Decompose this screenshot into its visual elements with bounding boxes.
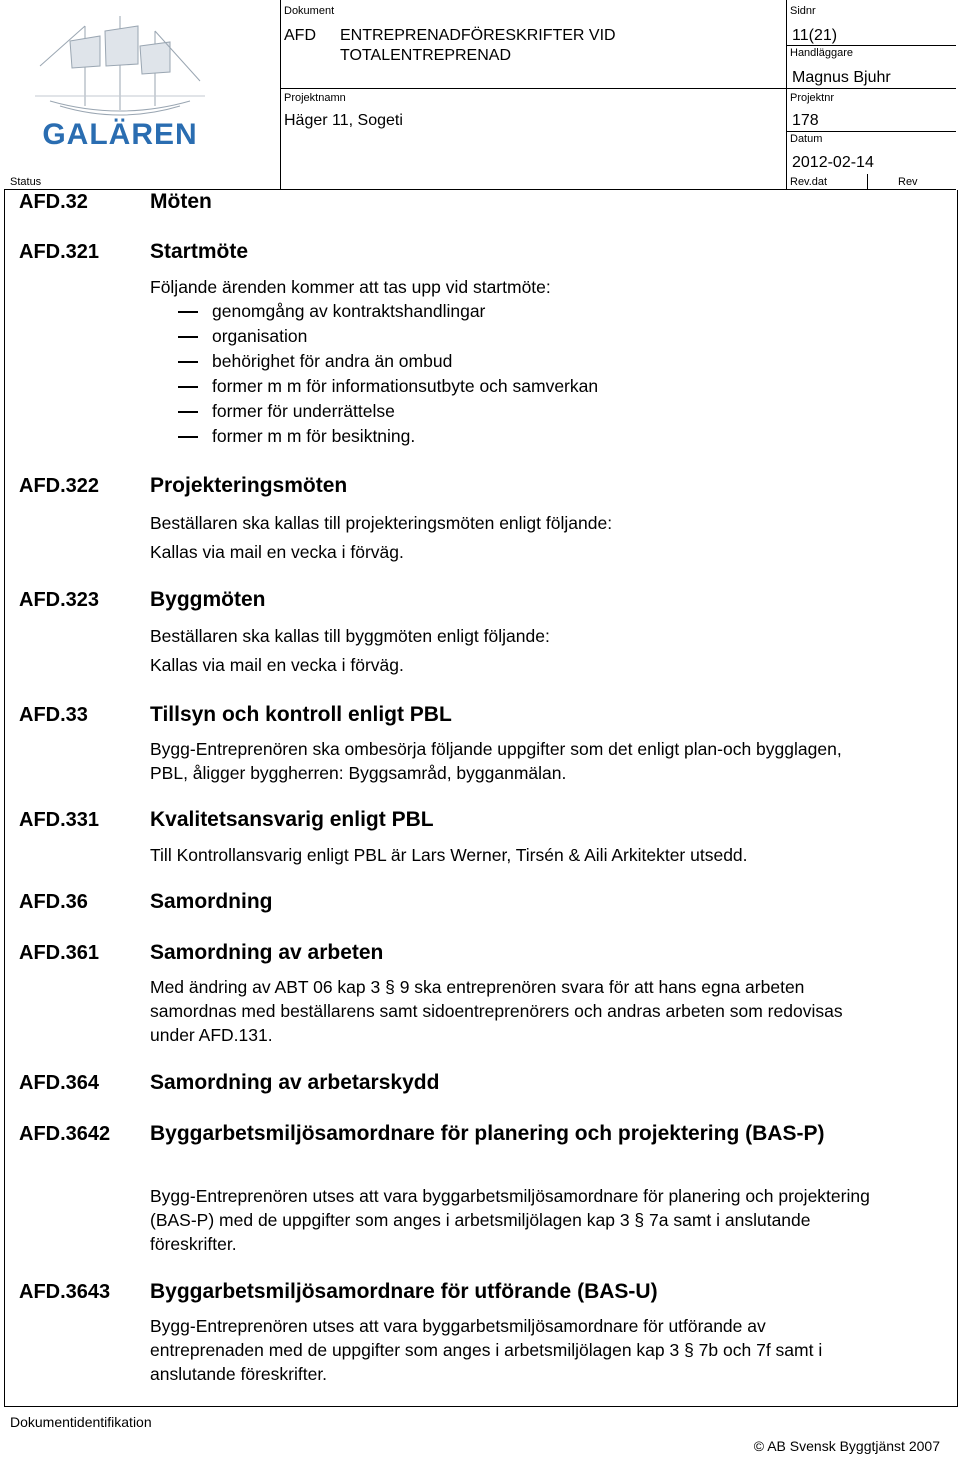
document-label: Dokument — [284, 5, 335, 17]
section-title: Samordning av arbeten — [150, 941, 384, 964]
section-text: Till Kontrollansvarig enligt PBL är Lars Werner, Tirsén & Aili Arkitekter utsedd. — [150, 845, 748, 865]
project-number-label: Projektnr — [790, 92, 835, 104]
document-prefix: AFD — [284, 27, 316, 44]
section-text: Bygg-Entreprenören utses att vara byggarbetsmiljösamordnare för utförande av entreprenaden med de uppgifter som anges i arbetsmiljölagen kap 3 § 7b och 7f samt i anslutande föreskrifter. — [150, 1316, 823, 1384]
page-value: 11(21) — [792, 27, 838, 44]
list-item: behörighet för andra än ombud — [178, 349, 598, 374]
section-code: AFD.321 — [19, 241, 100, 263]
document-header — [0, 0, 960, 190]
section-title: Projekteringsmöten — [150, 474, 348, 497]
section-code: AFD.331 — [19, 809, 100, 831]
section-intro: Följande ärenden kommer att tas upp vid startmöte: — [150, 277, 551, 297]
section-code: AFD.32 — [19, 191, 88, 213]
section-text: Kallas via mail en vecka i förväg. — [150, 655, 404, 675]
revision-label: Rev — [898, 176, 918, 188]
agenda-list — [178, 299, 598, 449]
date-label: Datum — [790, 133, 823, 145]
list-item: former m m för informationsutbyte och samverkan — [178, 374, 598, 399]
section-code: AFD.322 — [19, 475, 100, 497]
section-code: AFD.364 — [19, 1072, 100, 1094]
revision-date-label: Rev.dat — [790, 176, 828, 188]
section-text: Med ändring av ABT 06 kap 3 § 9 ska entreprenören svara för att hans egna arbeten samordnas med beställarens samt sidoentreprenörers och andras arbeten som redovisas under AFD.131. — [150, 977, 843, 1045]
section-code: AFD.33 — [19, 704, 88, 726]
section-text: Kallas via mail en vecka i förväg. — [150, 542, 404, 562]
section-text: Bygg-Entreprenören utses att vara byggarbetsmiljösamordnare för planering och projektering (BAS-P) med de uppgifter som anges i arbetsmiljölagen kap 3 § 7a samt i anslutande föreskrifter. — [150, 1186, 870, 1254]
section-text: Beställaren ska kallas till byggmöten enligt följande: — [150, 626, 550, 646]
section-text: Beställaren ska kallas till projekteringsmöten enligt följande: — [150, 513, 613, 533]
section-title: Samordning — [150, 890, 273, 913]
section-text: Bygg-Entreprenören ska ombesörja följande uppgifter som det enligt plan-och bygglagen, PBL, åligger byggherren: Byggsamråd, bygganmälan. — [150, 739, 842, 783]
status-label: Status — [10, 176, 42, 188]
section-code: AFD.36 — [19, 891, 88, 913]
list-item: former för underrättelse — [178, 399, 598, 424]
section-title: Byggmöten — [150, 588, 266, 611]
section-code: AFD.361 — [19, 942, 100, 964]
section-title: Möten — [150, 190, 212, 213]
section-title: Startmöte — [150, 240, 249, 263]
handler-label: Handläggare — [790, 47, 853, 59]
list-item: former m m för besiktning. — [178, 424, 598, 449]
project-number-value: 178 — [792, 112, 819, 129]
section-title: Tillsyn och kontroll enligt PBL — [150, 703, 452, 726]
document-title-line2: TOTALENTREPRENAD — [340, 47, 511, 64]
copyright-text: © AB Svensk Byggtjänst 2007 — [753, 1438, 940, 1454]
section-title: Kvalitetsansvarig enligt PBL — [150, 808, 434, 831]
section-title: Samordning av arbetarskydd — [150, 1071, 440, 1094]
page-label: Sidnr — [790, 5, 816, 17]
document-title-line1: ENTREPRENADFÖRESKRIFTER VID — [340, 27, 616, 44]
logo-wordmark: GALÄREN — [42, 118, 198, 151]
list-item: organisation — [178, 324, 598, 349]
section-code: AFD.3642 — [19, 1123, 111, 1145]
document-identification-label: Dokumentidentifikation — [10, 1414, 152, 1430]
galaren-ship-logo — [30, 6, 210, 156]
section-title: Byggarbetsmiljösamordnare för planering och projektering (BAS-P) — [150, 1122, 825, 1145]
section-title: Byggarbetsmiljösamordnare för utförande (BAS-U) — [150, 1280, 658, 1303]
project-name-label: Projektnamn — [284, 92, 346, 104]
project-name-value: Häger 11, Sogeti — [284, 112, 403, 129]
section-code: AFD.3643 — [19, 1281, 111, 1303]
handler-value: Magnus Bjuhr — [792, 69, 891, 86]
date-value: 2012-02-14 — [792, 154, 874, 171]
section-code: AFD.323 — [19, 589, 100, 611]
list-item: genomgång av kontraktshandlingar — [178, 299, 598, 324]
